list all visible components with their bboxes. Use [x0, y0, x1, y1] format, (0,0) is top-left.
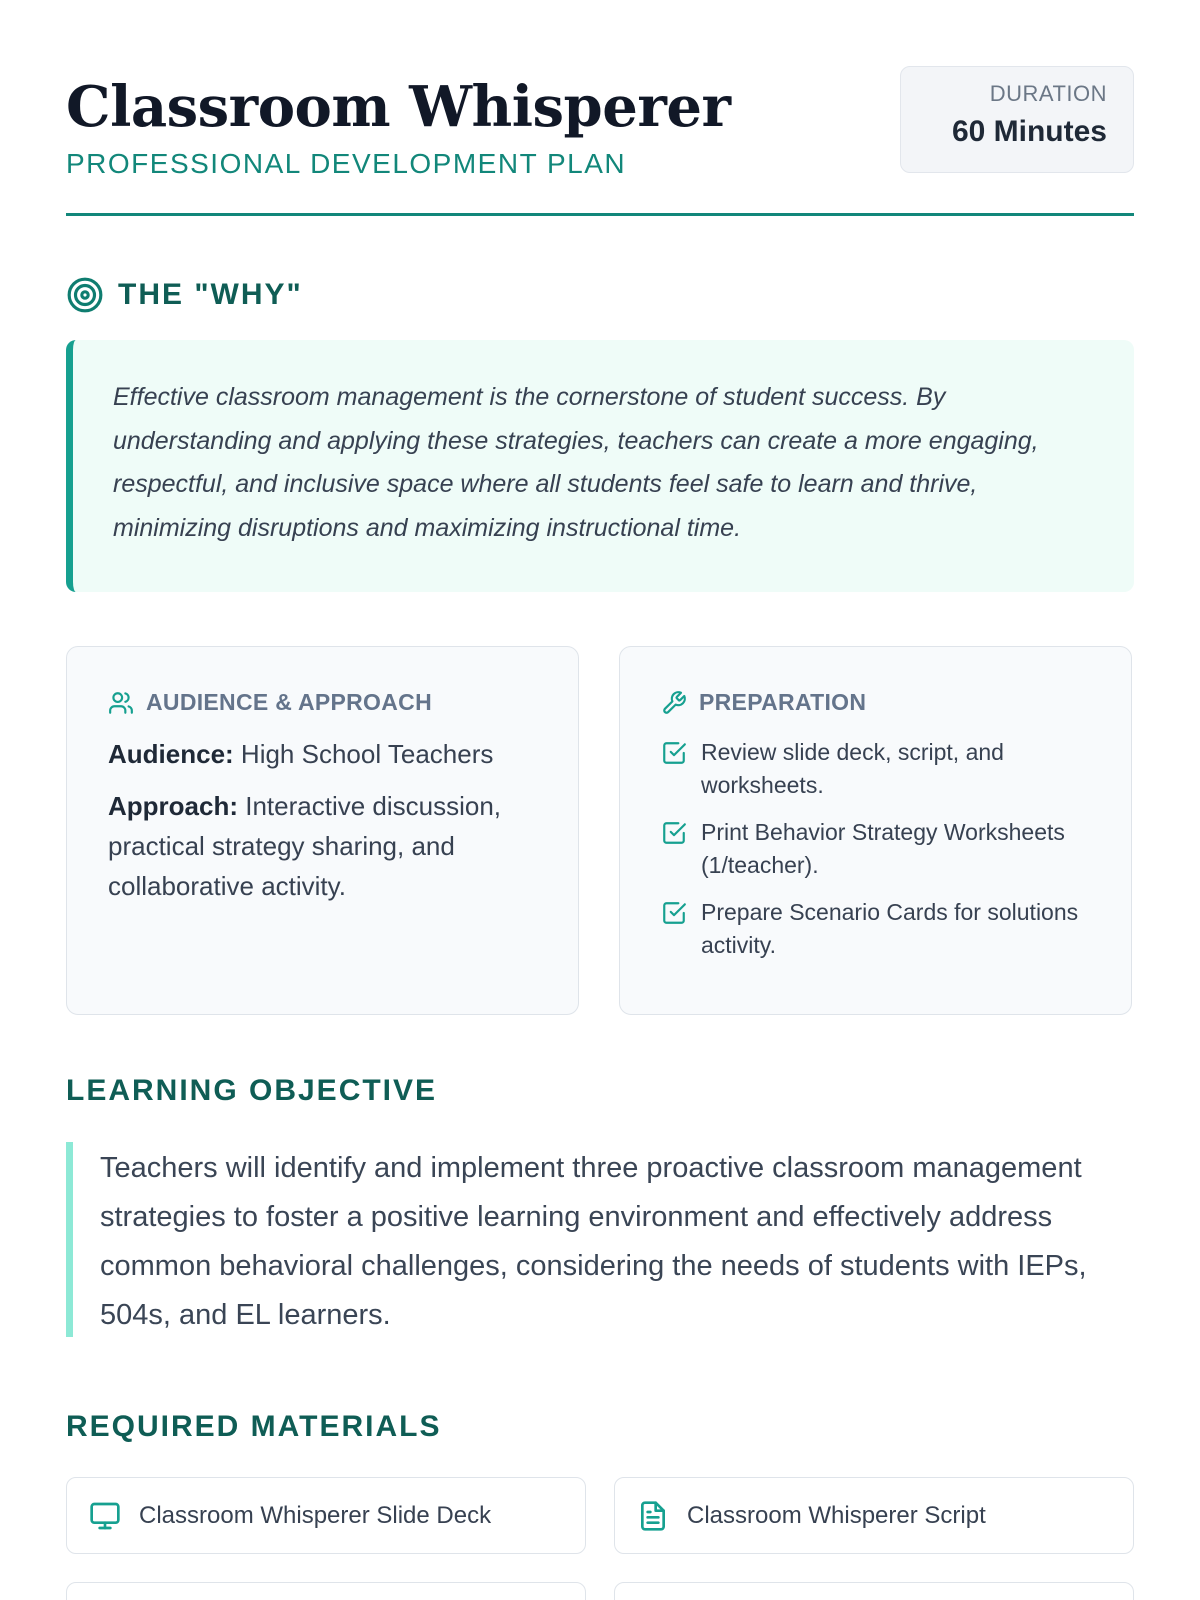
page-subtitle: PROFESSIONAL DEVELOPMENT PLAN	[66, 148, 627, 179]
why-heading	[66, 276, 303, 314]
material-item[interactable]	[614, 1477, 1134, 1554]
duration-label: DURATION	[989, 81, 1107, 106]
preparation-card-title: PREPARATION	[699, 689, 867, 715]
wrench-icon	[661, 690, 687, 716]
prep-item-text: Prepare Scenario Cards for solutions activity.	[701, 899, 1079, 958]
list-item	[661, 816, 1091, 882]
approach-label: Approach:	[108, 791, 238, 821]
audience-line	[108, 734, 538, 774]
audience-value: High School Teachers	[240, 739, 494, 769]
objective-callout	[66, 1142, 1134, 1337]
audience-card	[66, 646, 579, 1015]
why-heading-label: THE "WHY"	[118, 278, 303, 311]
material-label: Classroom Whisperer Script	[687, 1501, 986, 1529]
duration-value: 60 Minutes	[951, 115, 1107, 148]
material-label: Classroom Whisperer Slide Deck	[139, 1501, 492, 1529]
file-text-icon	[637, 1500, 669, 1532]
check-square-icon	[661, 820, 687, 846]
audience-card-heading	[108, 689, 538, 716]
materials-heading: REQUIRED MATERIALS	[66, 1410, 442, 1443]
users-icon	[108, 690, 134, 716]
preparation-card	[619, 646, 1132, 1015]
approach-line	[108, 786, 538, 906]
header	[66, 66, 1134, 216]
duration-badge	[900, 66, 1134, 173]
why-text: Effective classroom management is the cornerstone of student success. By understanding and applying these strategies, teachers can create a more engaging, respectful, and inclusive space where all students feel safe to learn and thrive, minimizing disruptions and maximizing instructional time.	[113, 383, 1039, 542]
monitor-icon	[89, 1500, 121, 1532]
audience-label: Audience:	[108, 739, 234, 769]
prep-item-text: Print Behavior Strategy Worksheets (1/teacher).	[701, 819, 1065, 878]
target-icon	[66, 276, 104, 314]
material-item[interactable]	[66, 1477, 586, 1554]
prep-item-text: Review slide deck, script, and worksheets.	[701, 739, 1004, 798]
list-item	[661, 896, 1091, 962]
material-item-partial[interactable]	[614, 1582, 1134, 1600]
preparation-list	[661, 736, 1091, 962]
approach-value: Interactive discussion, practical strategy sharing, and collaborative activity.	[108, 791, 502, 901]
check-square-icon	[661, 900, 687, 926]
audience-card-title: AUDIENCE & APPROACH	[146, 689, 432, 715]
list-item	[661, 736, 1091, 802]
preparation-card-heading	[661, 689, 1091, 716]
page-title: Classroom Whisperer	[66, 74, 731, 140]
objective-text: Teachers will identify and implement three proactive classroom management strategies to foster a positive learning environment and effectively address common behavioral challenges, considering the needs of students with IEPs, 504s, and EL learners.	[100, 1152, 1087, 1331]
material-item-partial[interactable]	[66, 1582, 586, 1600]
check-square-icon	[661, 740, 687, 766]
why-callout	[66, 340, 1134, 592]
objective-heading: LEARNING OBJECTIVE	[66, 1074, 438, 1107]
